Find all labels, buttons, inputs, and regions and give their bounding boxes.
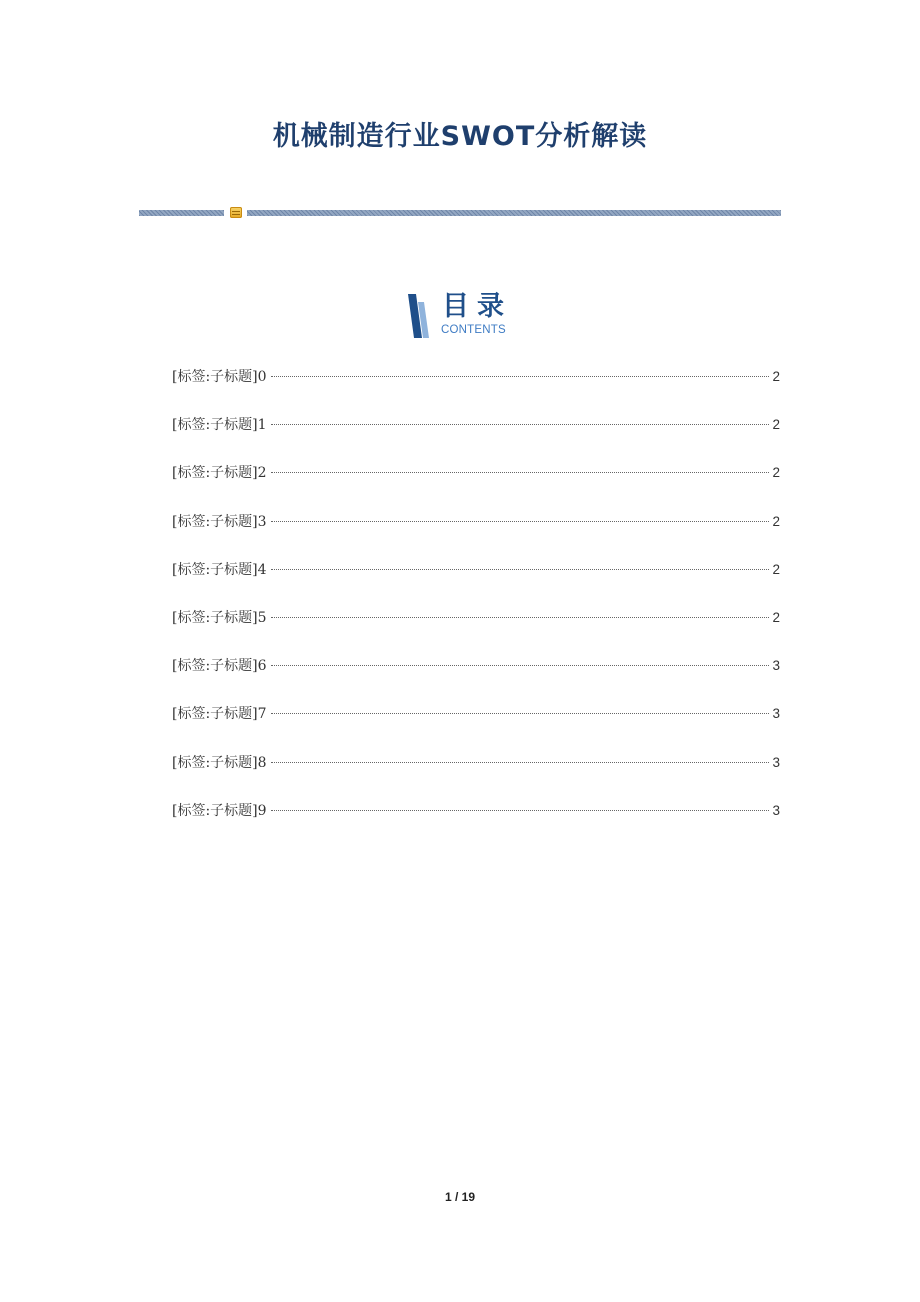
toc-leader-dots <box>271 569 770 570</box>
toc-leader-dots <box>271 665 770 666</box>
toc-entry[interactable] <box>172 704 780 752</box>
toc-title: 目录 <box>442 291 512 322</box>
toc-entry-page: 3 <box>772 706 780 722</box>
toc-leader-dots <box>271 376 770 377</box>
toc-entry-label: [标签:子标题]5 <box>172 609 267 626</box>
toc-entry-page: 2 <box>772 369 780 384</box>
toc-entry-page: 3 <box>772 754 780 770</box>
toc-leader-dots <box>271 810 770 811</box>
toc-leader-dots <box>271 424 770 425</box>
toc-entry[interactable] <box>172 753 780 801</box>
toc-entry-page: 2 <box>772 513 780 529</box>
document-title: 机械制造行业SWOT分析解读 <box>272 121 648 152</box>
toc-entry-label: [标签:子标题]6 <box>172 658 267 675</box>
toc-leader-dots <box>271 713 770 714</box>
toc-list <box>172 367 780 849</box>
toc-entry[interactable] <box>172 801 780 849</box>
toc-entry[interactable] <box>172 608 780 656</box>
toc-entry[interactable] <box>172 560 780 608</box>
toc-entry[interactable] <box>172 463 780 511</box>
toc-entry-label: [标签:子标题]7 <box>172 706 267 723</box>
toc-entry-label: [标签:子标题]8 <box>172 754 267 771</box>
divider-bar-right <box>247 210 781 216</box>
title-divider <box>139 207 781 219</box>
toc-entry-label: [标签:子标题]4 <box>172 561 267 578</box>
toc-entry[interactable] <box>172 415 780 463</box>
toc-entry-label: [标签:子标题]2 <box>172 465 267 482</box>
toc-entry-page: 2 <box>772 417 780 433</box>
divider-bar-left <box>139 210 224 216</box>
document-badge-icon <box>230 207 242 218</box>
toc-entry-label: [标签:子标题]1 <box>172 417 267 434</box>
toc-leader-dots <box>271 521 770 522</box>
toc-entry-label: [标签:子标题]0 <box>172 369 267 385</box>
toc-entry[interactable] <box>172 367 780 415</box>
toc-entry-page: 3 <box>772 802 780 818</box>
toc-entry[interactable] <box>172 656 780 704</box>
toc-entry-page: 2 <box>772 609 780 625</box>
toc-entry-page: 2 <box>772 465 780 481</box>
toc-leader-dots <box>271 472 770 473</box>
toc-entry-label: [标签:子标题]3 <box>172 513 267 530</box>
toc-entry-page: 2 <box>772 561 780 577</box>
toc-subtitle: CONTENTS <box>441 324 506 336</box>
toc-entry-label: [标签:子标题]9 <box>172 802 267 819</box>
toc-header <box>404 292 524 338</box>
contents-stripe-icon <box>404 294 430 338</box>
toc-entry[interactable] <box>172 512 780 560</box>
page-number: 1 / 19 <box>444 1190 476 1204</box>
toc-entry-page: 3 <box>772 658 780 674</box>
toc-leader-dots <box>271 617 770 618</box>
toc-leader-dots <box>271 762 770 763</box>
